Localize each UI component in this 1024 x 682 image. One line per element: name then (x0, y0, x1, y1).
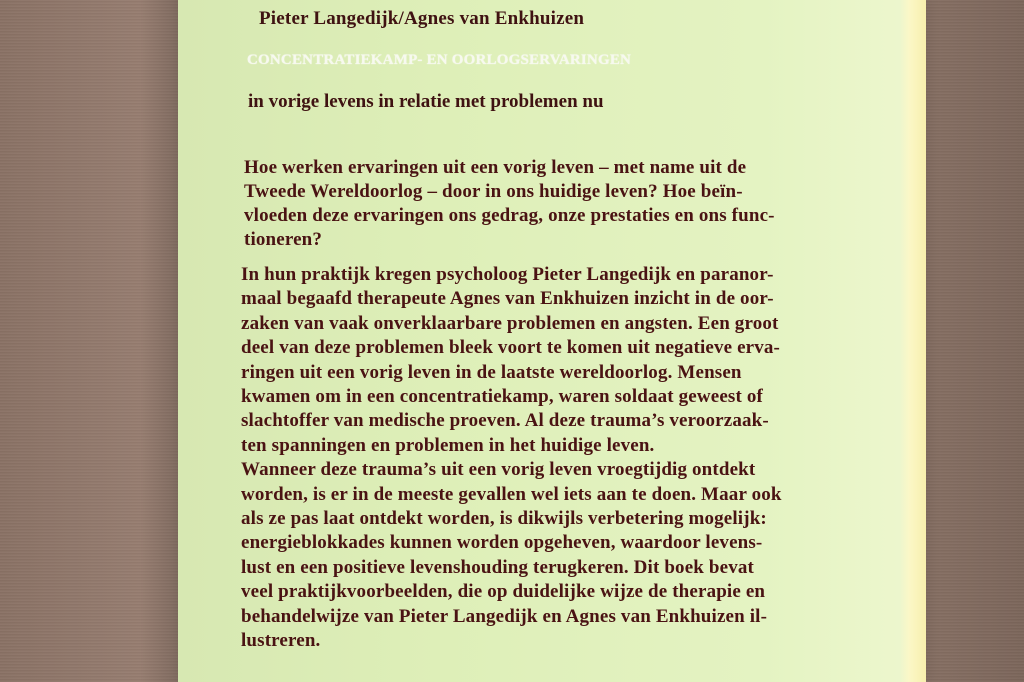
intro-line: Hoe werken ervaringen uit een vorig leven – met name uit de (244, 157, 747, 178)
body-line: zaken van vaak onverklaarbare problemen en angsten. Een groot (241, 312, 779, 334)
intro-paragraph (244, 156, 884, 252)
body-line: slachtoffer van medische proeven. Al deze trauma’s veroorzaak- (241, 410, 769, 432)
intro-line: tioneren? (244, 229, 323, 250)
body-line: lust en een positieve levenshouding terugkeren. Dit boek bevat (241, 556, 754, 578)
book-title: CONCENTRATIEKAMP- EN OORLOGSERVARINGEN (247, 52, 632, 68)
body-line: deel van deze problemen bleek voort te komen uit negatieve erva- (241, 337, 781, 359)
description-text (241, 263, 916, 654)
body-line: In hun praktijk kregen psycholoog Pieter Langedijk en paranor- (241, 264, 774, 285)
author-line: Pieter Langedijk/Agnes van Enkhuizen (259, 8, 585, 29)
intro-line: Tweede Wereldoorlog – door in ons huidige leven? Hoe beïn- (244, 181, 743, 202)
body-line: ringen uit een vorig leven in de laatste wereldoorlog. Mensen (241, 361, 742, 383)
background-shadow (140, 0, 180, 682)
body-line: als ze pas laat ontdekt worden, is dikwijls verbetering mogelijk: (241, 508, 767, 530)
body-line: behandelwijze van Pieter Langedijk en Agnes van Enkhuizen il- (241, 605, 768, 627)
body-line: kwamen om in een concentratiekamp, waren soldaat geweest of (241, 386, 763, 408)
paper-edge (900, 0, 926, 682)
body-line: ten spanningen en problemen in het huidige leven. (241, 434, 655, 456)
body-line: maal begaafd therapeute Agnes van Enkhuizen inzicht in de oor- (241, 288, 774, 310)
intro-line: vloeden deze ervaringen ons gedrag, onze prestaties en ons func- (244, 205, 775, 226)
body-line: lustreren. (241, 630, 321, 652)
body-line: energieblokkades kunnen worden opgeheven, waardoor levens- (241, 532, 763, 554)
book-back-cover (178, 0, 926, 682)
body-line: Wanneer deze trauma’s uit een vorig leven vroegtijdig ontdekt (241, 459, 756, 481)
body-line: veel praktijkvoorbeelden, die op duidelijke wijze de therapie en (241, 581, 766, 603)
book-subtitle: in vorige levens in relatie met problemen nu (248, 91, 604, 112)
body-line: worden, is er in de meeste gevallen wel iets aan te doen. Maar ook (241, 483, 782, 505)
